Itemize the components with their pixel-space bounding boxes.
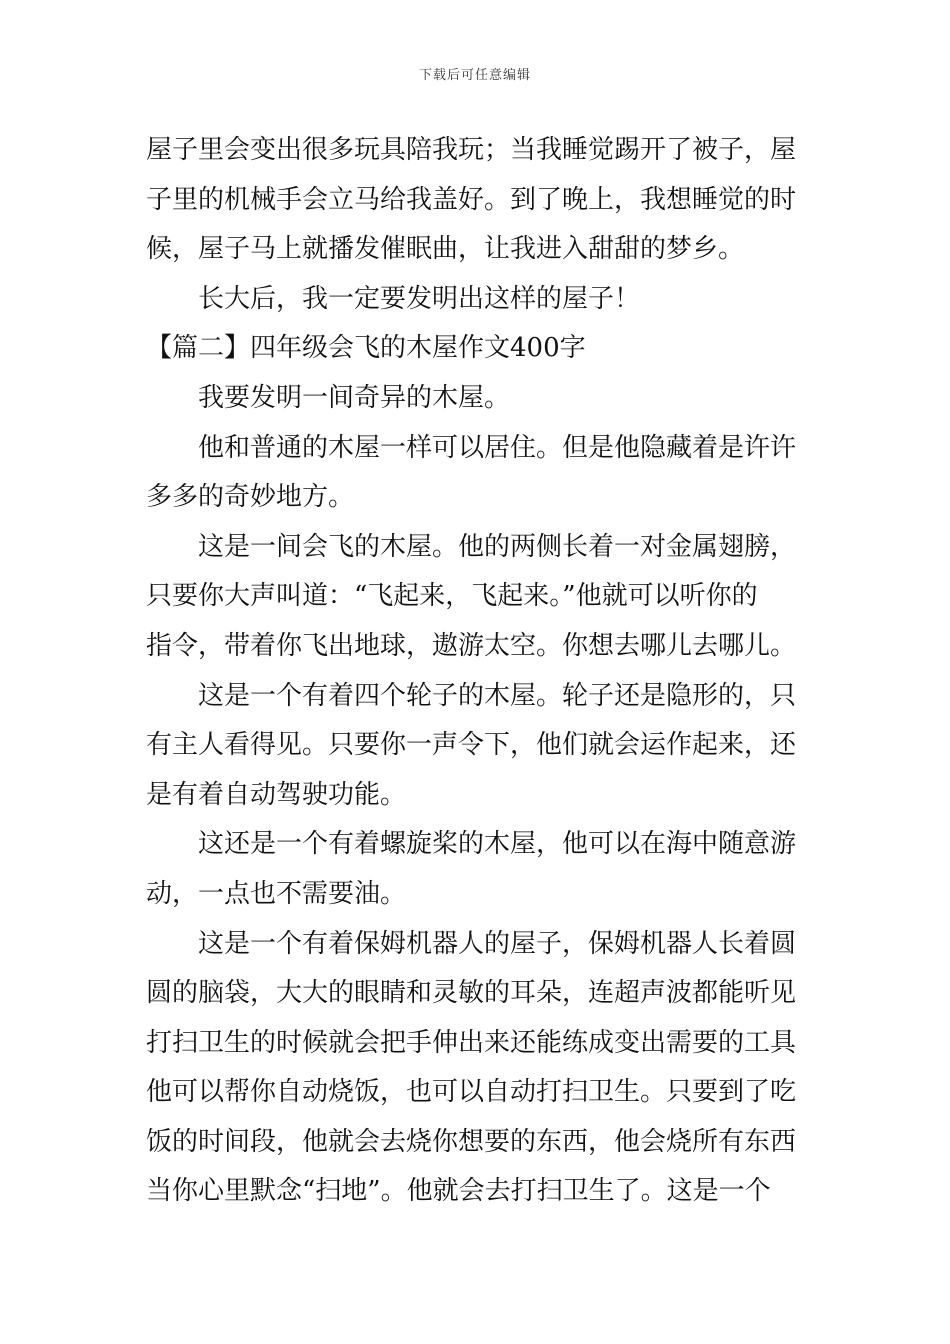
text-line: 当你心里默念“扫地”。他就会去打扫卫生了。这是一个 (146, 1176, 771, 1207)
text-line: 这是一个有着四个轮子的木屋。轮子还是隐形的，只 (198, 680, 797, 711)
text-line: 动，一点也不需要油。 (146, 878, 407, 909)
text-line: 这是一间会飞的木屋。他的两侧长着一对金属翅膀， (198, 531, 797, 562)
text-line: 他和普通的木屋一样可以居住。但是他隐藏着是许许 (198, 432, 797, 463)
text-line: 这还是一个有着螺旋桨的木屋，他可以在海中随意游 (198, 829, 797, 860)
document-body (146, 126, 811, 1217)
section-heading: 【篇二】四年级会飞的木屋作文400字 (146, 333, 586, 364)
text-line: 是有着自动驾驶功能。 (146, 779, 407, 810)
text-line: 我要发明一间奇异的木屋。 (198, 382, 511, 413)
text-line: 长大后，我一定要发明出这样的屋子！ (198, 283, 641, 314)
text-line: 屋子里会变出很多玩具陪我玩；当我睡觉踢开了被子，屋 (146, 135, 797, 165)
text-line: 他可以帮你自动烧饭，也可以自动打扫卫生。只要到了吃 (146, 1077, 797, 1108)
text-line: 候，屋子马上就播发催眠曲，让我进入甜甜的梦乡。 (146, 234, 745, 265)
text-line: 圆的脑袋，大大的眼睛和灵敏的耳朵，连超声波都能听见 (146, 978, 797, 1009)
text-line: 指令，带着你飞出地球，遨游太空。你想去哪儿去哪儿。 (146, 630, 797, 661)
text-line: 子里的机械手会立马给我盖好。到了晚上，我想睡觉的时 (146, 184, 797, 215)
text-line: 多多的奇妙地方。 (146, 482, 355, 513)
page-header: 下载后可任意编辑 (418, 68, 531, 83)
text-line: 这是一个有着保姆机器人的屋子，保姆机器人长着圆 (198, 928, 797, 959)
text-line: 打扫卫生的时候就会把手伸出来还能练成变出需要的工具 (146, 1027, 797, 1058)
text-line: 只要你大声叫道：“飞起来，飞起来。”他就可以听你的 (146, 581, 758, 612)
text-line: 饭的时间段，他就会去烧你想要的东西，他会烧所有东西 (146, 1126, 797, 1157)
text-line: 有主人看得见。只要你一声令下，他们就会运作起来，还 (146, 730, 797, 761)
